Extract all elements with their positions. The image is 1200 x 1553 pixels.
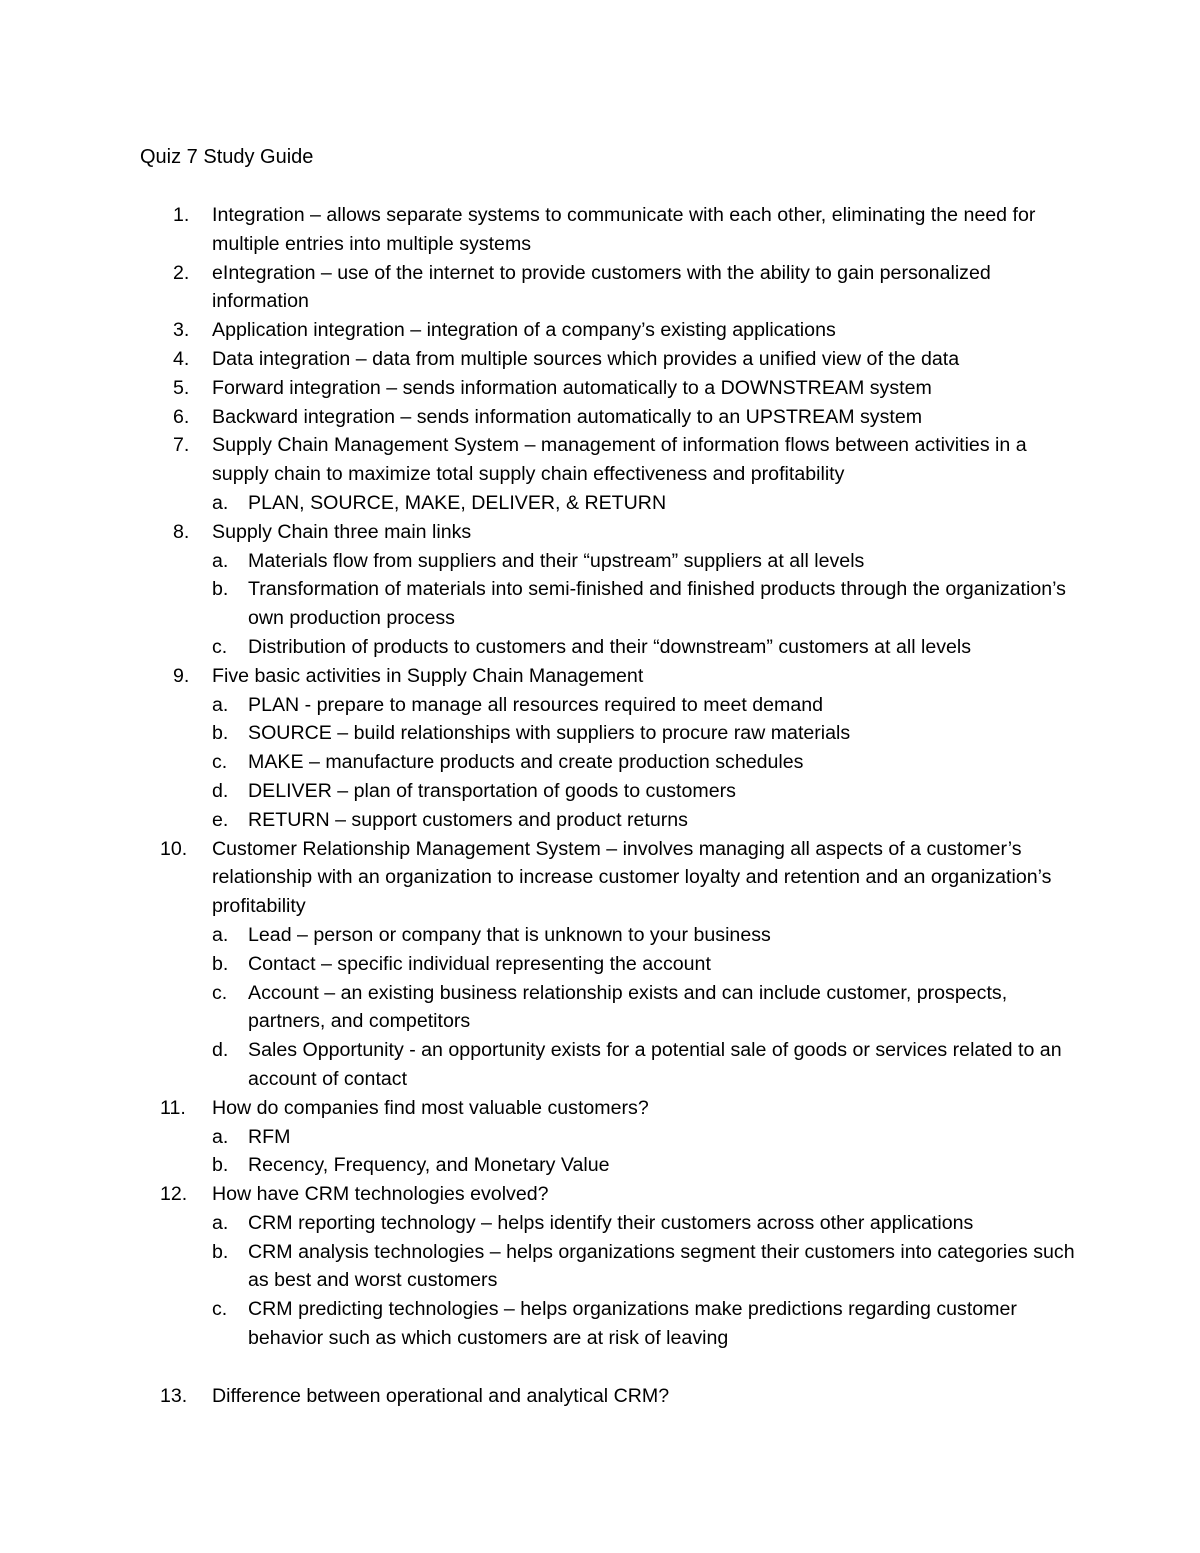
sub-list-item: [212, 1238, 1080, 1296]
sub-list-item: [212, 633, 1080, 662]
list-item: [140, 1094, 1080, 1180]
list-item-number: 6.: [173, 405, 190, 428]
list-item: [140, 662, 1080, 835]
sub-list-item: [212, 719, 1080, 748]
list-item-text: How have CRM technologies evolved?: [212, 1183, 549, 1206]
list-item-text: Supply Chain three main links: [212, 520, 472, 543]
list-item-text: Supply Chain Management System – management of information flows between activities in a supply chain to maximize total supply chain effectiveness and profitability: [212, 434, 1027, 486]
sub-list-item-letter: b.: [212, 1240, 229, 1263]
sub-list: [212, 547, 1080, 662]
sub-list-item-text: PLAN - prepare to manage all resources required to meet demand: [248, 693, 824, 716]
list-item-number: 12.: [160, 1183, 188, 1206]
sub-list-item-letter: a.: [212, 1211, 229, 1234]
list-item-text: Difference between operational and analytical CRM?: [212, 1384, 670, 1407]
sub-list-item: [212, 1151, 1080, 1180]
sub-list-item: [212, 1209, 1080, 1238]
sub-list-item: [212, 691, 1080, 720]
sub-list: [212, 921, 1080, 1094]
sub-list: [212, 691, 1080, 835]
sub-list-item-text: PLAN, SOURCE, MAKE, DELIVER, & RETURN: [248, 491, 667, 514]
list-item-text: Five basic activities in Supply Chain Management: [212, 664, 644, 687]
sub-list-item-text: DELIVER – plan of transportation of goods to customers: [248, 779, 736, 802]
list-item: [140, 1180, 1080, 1353]
sub-list-item-letter: d.: [212, 779, 229, 802]
sub-list-item-letter: d.: [212, 1039, 229, 1062]
study-guide-list: [140, 201, 1080, 1410]
sub-list-item: [212, 921, 1080, 950]
sub-list-item-letter: a.: [212, 549, 229, 572]
sub-list-item-text: CRM predicting technologies – helps organizations make predictions regarding customer behavior such as which customers are at risk of leaving: [248, 1298, 1017, 1350]
sub-list-item-text: CRM reporting technology – helps identify their customers across other applications: [248, 1211, 974, 1234]
sub-list-item: [212, 489, 1080, 518]
sub-list: [212, 1209, 1080, 1353]
sub-list-item-text: Lead – person or company that is unknown to your business: [248, 923, 771, 946]
sub-list-item-letter: e.: [212, 808, 229, 831]
sub-list-item-text: Distribution of products to customers and their “downstream” customers at all levels: [248, 635, 972, 658]
sub-list-item: [212, 1036, 1080, 1094]
sub-list-item-text: CRM analysis technologies – helps organizations segment their customers into categories such as best and worst customers: [248, 1240, 1075, 1292]
sub-list-item: [212, 575, 1080, 633]
list-item: [140, 374, 1080, 403]
sub-list-item-text: Transformation of materials into semi-finished and finished products through the organization’s own production process: [248, 578, 1066, 630]
list-item: [140, 1382, 1080, 1411]
sub-list-item-letter: c.: [212, 981, 228, 1004]
sub-list: [212, 1123, 1080, 1181]
list-item-number: 2.: [173, 261, 190, 284]
list-item-number: 7.: [173, 434, 190, 457]
sub-list-item-letter: a.: [212, 491, 229, 514]
list-item-text: How do companies find most valuable customers?: [212, 1096, 649, 1119]
list-item-text: Data integration – data from multiple sources which provides a unified view of the data: [212, 347, 960, 370]
list-item-number: 1.: [173, 204, 190, 226]
sub-list-item-letter: c.: [212, 635, 228, 658]
list-item-number: 8.: [173, 520, 190, 543]
list-item: [140, 518, 1080, 662]
list-item-number: 11.: [160, 1096, 186, 1119]
sub-list-item-text: Account – an existing business relationship exists and can include customer, prospects, partners, and competitors: [248, 981, 1008, 1033]
list-item-number: 10.: [160, 837, 188, 860]
sub-list-item-letter: b.: [212, 952, 229, 975]
sub-list-item-text: Contact – specific individual representing the account: [248, 952, 711, 975]
sub-list-item: [212, 547, 1080, 576]
sub-list-item-letter: a.: [212, 1125, 229, 1148]
list-item-text: Application integration – integration of a company’s existing applications: [212, 319, 836, 342]
sub-list-item: [212, 1295, 1080, 1353]
sub-list-item: [212, 1123, 1080, 1152]
sub-list-item: [212, 950, 1080, 979]
list-item-text: eIntegration – use of the internet to provide customers with the ability to gain personalized information: [212, 261, 991, 313]
sub-list-item-text: RETURN – support customers and product returns: [248, 808, 688, 831]
list-item: [140, 259, 1080, 317]
list-item: [140, 201, 1080, 259]
page-title: Quiz 7 Study Guide: [140, 146, 314, 168]
list-item-text: Forward integration – sends information automatically to a DOWNSTREAM system: [212, 376, 932, 399]
sub-list-item-text: Materials flow from suppliers and their “upstream” suppliers at all levels: [248, 549, 865, 572]
sub-list-item: [212, 806, 1080, 835]
list-item: [140, 431, 1080, 517]
list-item-number: 5.: [173, 376, 190, 399]
sub-list-item-text: Sales Opportunity - an opportunity exists for a potential sale of goods or services related to an account of contact: [248, 1039, 1062, 1090]
sub-list-item-letter: c.: [212, 1298, 228, 1321]
sub-list-item: [212, 748, 1080, 777]
list-item-number: 4.: [173, 347, 190, 370]
list-item: [140, 345, 1080, 374]
sub-list: [212, 489, 1080, 518]
sub-list-item-text: MAKE – manufacture products and create production schedules: [248, 751, 804, 774]
sub-list-item-letter: b.: [212, 578, 229, 601]
sub-list-item-text: Recency, Frequency, and Monetary Value: [248, 1154, 610, 1177]
sub-list-item-text: SOURCE – build relationships with suppliers to procure raw materials: [248, 722, 851, 745]
sub-list-item-letter: c.: [212, 751, 228, 774]
list-item: [140, 316, 1080, 345]
list-item-number: 3.: [173, 319, 190, 342]
sub-list-item-letter: b.: [212, 722, 229, 745]
sub-list-item-letter: a.: [212, 693, 229, 716]
list-item-number: 13.: [160, 1384, 188, 1407]
list-item-number: 9.: [173, 664, 190, 687]
sub-list-item: [212, 777, 1080, 806]
sub-list-item-text: RFM: [248, 1125, 291, 1148]
list-item: [140, 403, 1080, 432]
sub-list-item: [212, 979, 1080, 1037]
list-item-text: Integration – allows separate systems to communicate with each other, eliminating the need for multiple entries into multiple systems: [212, 204, 1036, 255]
list-item-text: Backward integration – sends information automatically to an UPSTREAM system: [212, 405, 923, 428]
sub-list-item-letter: a.: [212, 923, 229, 946]
list-item: [140, 835, 1080, 1094]
list-item-text: Customer Relationship Management System – involves managing all aspects of a customer’s relationship with an organization to increase customer loyalty and retention and an organization’s profitability: [212, 837, 1052, 918]
sub-list-item-letter: b.: [212, 1154, 229, 1177]
